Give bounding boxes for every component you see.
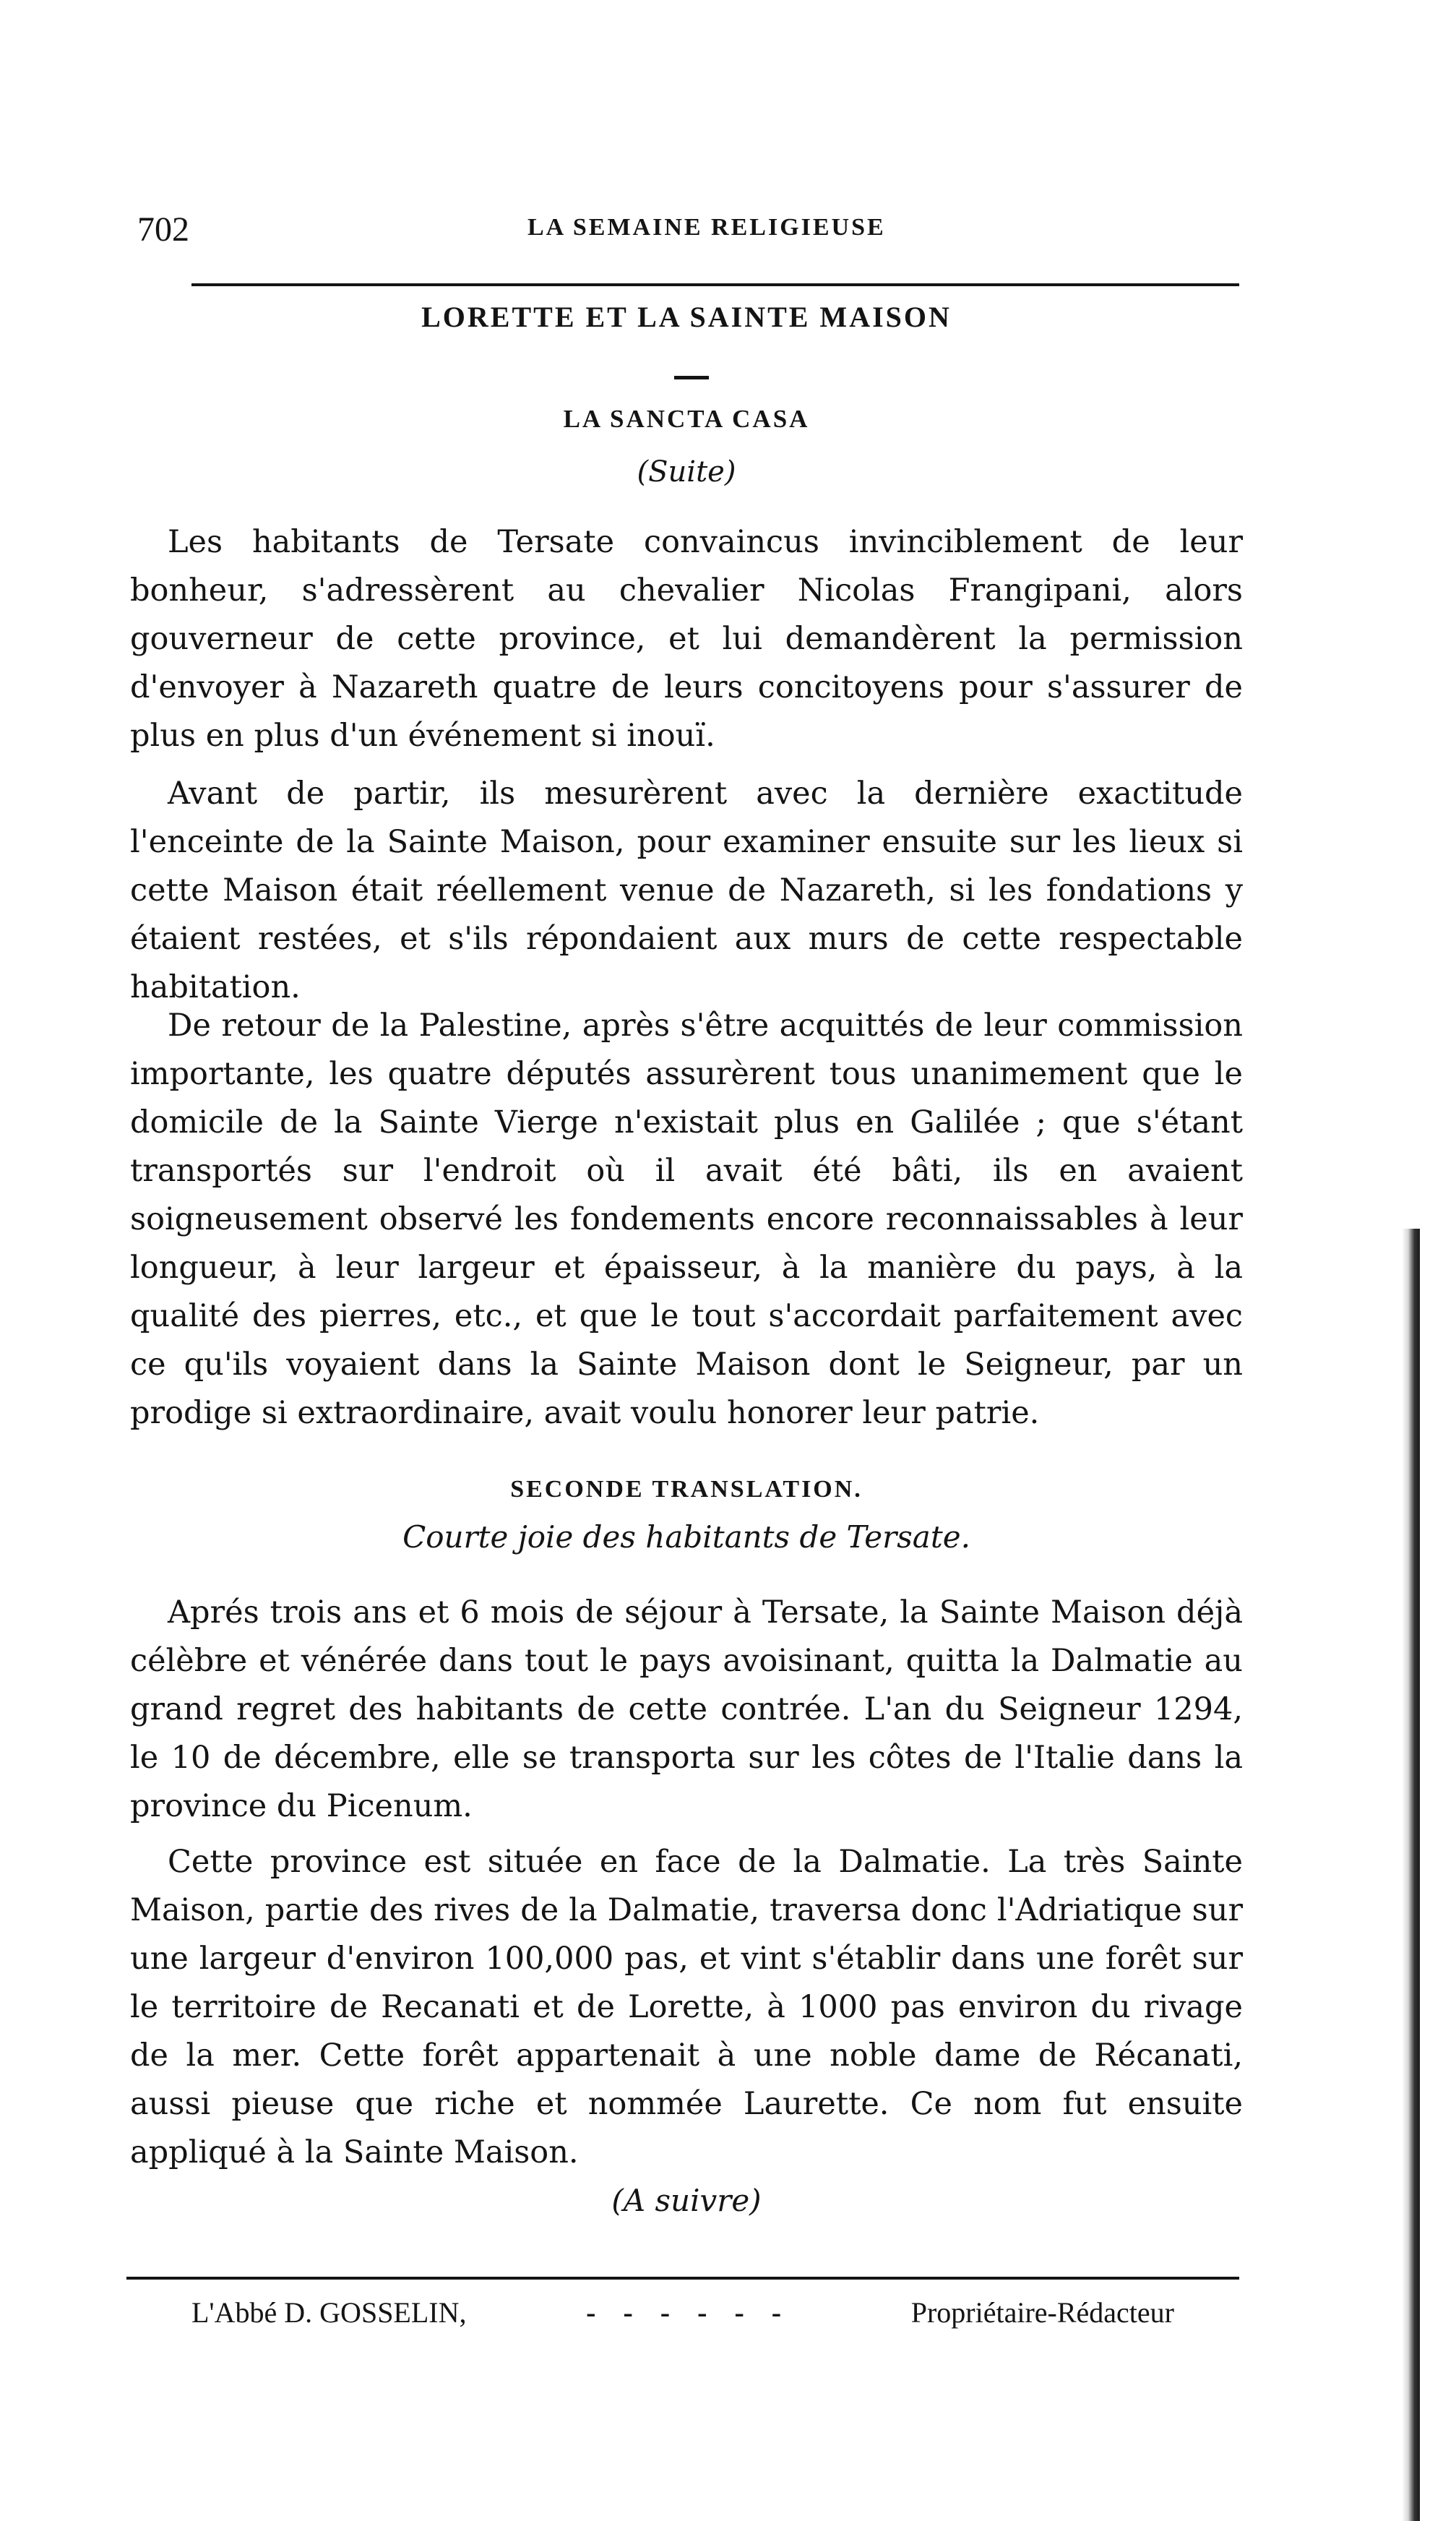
footer-rule bbox=[126, 2277, 1239, 2280]
page-footer bbox=[191, 2295, 1174, 2329]
section-title: LA SANCTA CASA bbox=[563, 405, 810, 433]
header-rule bbox=[191, 283, 1239, 286]
page-header bbox=[137, 210, 1236, 260]
paragraph-text: Les habitants de Tersate convaincus invinciblement de leur bonheur, s'adressèrent au chevalier Nicolas Frangipani, alors gouverneur de cette province, et lui demandèrent la permission d'envoyer à Nazareth quatre de leurs concitoyens pour s'assurer de plus en plus d'un événement si inouï. bbox=[130, 524, 1243, 754]
paragraph-text: De retour de la Palestine, après s'être acquittés de leur commission importante, les quatre députés assurèrent tous unanimement que le domicile de la Sainte Vierge n'existait plus en Galilée ; que s'étant transportés sur l'endroit où il avait été bâti, ils en avaient soigneusement observé les fondements encore reconnaissables à leur longueur, à leur largeur et épaisseur, à la manière du pays, à la qualité des pierres, etc., et que le tout s'accordait parfaitement avec ce qu'ils voyaient dans la Sainte Maison dont le Seigneur, par un prodige si extraordinaire, avait voulu honorer leur patrie. bbox=[130, 1008, 1243, 1431]
paragraph-4 bbox=[130, 1589, 1243, 1831]
second-translation-subtitle: Courte joie des habitants de Tersate. bbox=[402, 1519, 970, 1555]
paragraph-text: Aprés trois ans et 6 mois de séjour à Tersate, la Sainte Maison déjà célèbre et vénérée dans tout le pays avoisinant, quitta la Dalmatie au grand regret des habitants de cette contrée. L'an du Seigneur 1294, le 10 de décembre, elle se transporta sur les côtes de l'Italie dans la province du Picenum. bbox=[130, 1594, 1243, 1824]
footer-author: L'Abbé D. GOSSELIN, bbox=[191, 2296, 467, 2329]
paragraph-text: Avant de partir, ils mesurèrent avec la dernière exactitude l'enceinte de la Sainte Maison, pour examiner ensuite sur les lieux si cette Maison était réellement venue de Nazareth, si les fondations y étaient restées, et s'ils répondaient aux murs de cette respectable habitation. bbox=[130, 776, 1243, 1005]
continued-label: (Suite) bbox=[637, 455, 736, 489]
second-translation-heading: SECONDE TRANSLATION. bbox=[510, 1476, 863, 1503]
page-number: 702 bbox=[137, 210, 189, 249]
paragraph-5 bbox=[130, 1838, 1243, 2177]
footer-dashes: - - - - - - bbox=[586, 2296, 792, 2329]
paragraph-1 bbox=[130, 518, 1243, 760]
running-title: LA SEMAINE RELIGIEUSE bbox=[527, 214, 886, 241]
binding-edge bbox=[1402, 1229, 1420, 2521]
paragraph-3 bbox=[130, 1002, 1243, 1438]
article-title: LORETTE ET LA SAINTE MAISON bbox=[421, 301, 952, 333]
paragraph-text: Cette province est située en face de la Dalmatie. La très Sainte Maison, partie des rives de la Dalmatie, traversa donc l'Adriatique sur une largeur d'environ 100,000 pas, et vint s'établir dans une forêt sur le territoire de Recanati et de Lorette, à 1000 pas environ du rivage de la mer. Cette forêt appartenait à une noble dame de Récanati, aussi pieuse que riche et nommée Laurette. Ce nom fut ensuite appliqué à la Sainte Maison. bbox=[130, 1844, 1243, 2170]
title-dash bbox=[674, 376, 709, 379]
footer-role: Propriétaire-Rédacteur bbox=[910, 2296, 1174, 2329]
to-be-continued: (A suivre) bbox=[611, 2183, 762, 2218]
paragraph-2 bbox=[130, 770, 1243, 1012]
